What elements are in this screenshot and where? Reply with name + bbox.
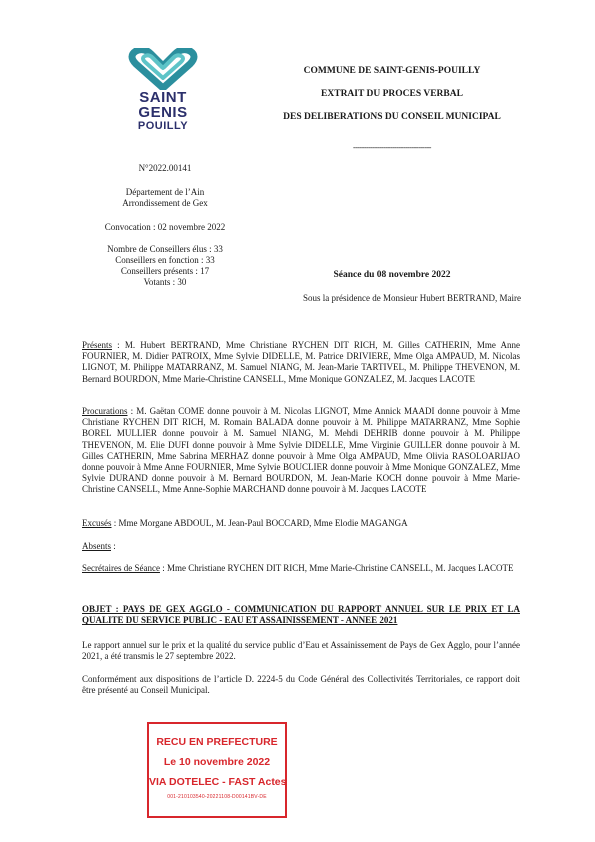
deliberation-number: N°2022.00141 [138,163,192,173]
header-separator: ------------------------------------ [353,143,431,152]
heart-logo-icon [118,48,208,90]
departement: Département de l’Ain [125,187,205,197]
prefecture-stamp [147,722,287,818]
votants: Votants : 30 [143,277,187,287]
conseillers-elus: Nombre de Conseillers élus : 33 [107,244,223,254]
conseillers-fonction: Conseillers en fonction : 33 [115,255,215,265]
presents-label: Présents [82,340,112,350]
body-paragraph-1: Le rapport annuel sur le prix et la qualité du service public d’Eau et Assainissement de Pays de Gex Agglo, pour l’année 2021, a été transmis le 27 septembre 2022. [82,640,520,662]
excuses-text: : Mme Morgane ABDOUL, M. Jean-Paul BOCCARD, Mme Elodie MAGANGA [111,518,408,528]
absents-text: : [111,541,116,551]
logo-line-pouilly: POUILLY [137,120,189,132]
procurations-text: : M. Gaëtan COME donne pouvoir à M. Nicolas LIGNOT, Mme Annick MAADI donne pouvoir à Mme Christiane RYCHEN DIT RICH, M. Romain BALADA donne pouvoir à M. Philippe MATARRANZ, Mme Sophie BOREL MULLIER donne pouvoir à M. Samuel NIANG, M. Mehdi DEHRIB donne pouvoir à M. Philippe THEVENON, M. Elie DUFI donne pouvoir à Mme Sylvie DIDELLE, Mme Virginie GUILLER donne pouvoir à M. Gilles CATHERIN, Mme Sabrina MERHAZ donne pouvoir à Mme Olga AMPAUD, Mme Olivia RASOLOARIJAO donne pouvoir à Mme Anne FOURNIER, Mme Sylvie BOUCLIER donne pouvoir à Mme Monique GONZALEZ, Mme Sylvie DURAND donne pouvoir à M. Bernard BOURDON, M. Jean-Marie KOCH donne pouvoir à Mme Marie-Christine CANSELL, Mme Anne-Sophie MARCHAND donne pouvoir à M. Jacques LACOTE [82,406,520,495]
header-commune: COMMUNE DE SAINT-GENIS-POUILLY [303,66,481,76]
seance-date: Séance du 08 novembre 2022 [333,270,451,280]
convocation: Convocation : 02 novembre 2022 [104,222,226,232]
stamp-line-via: VIA DOTELEC - FAST Actes [149,776,287,788]
absents-label: Absents [82,541,111,551]
absents-paragraph [82,541,520,552]
body-paragraph-2: Conformément aux dispositions de l’article D. 2224-5 du Code Général des Collectivités Territoriales, ce rapport doit être présenté au Conseil Municipal. [82,674,520,696]
header-deliberations: DES DELIBERATIONS DU CONSEIL MUNICIPAL [283,112,501,122]
seance-presidence: Sous la présidence de Monsieur Hubert BERTRAND, Maire [303,293,521,303]
procurations-label: Procurations [82,406,128,416]
secretaires-label: Secrétaires de Séance [82,563,160,573]
logo-line-genis: GENIS [138,104,188,121]
secretaires-paragraph [82,563,520,574]
header-extrait: EXTRAIT DU PROCES VERBAL [321,89,463,99]
stamp-line-recu: RECU EN PREFECTURE [156,736,278,748]
presents-paragraph [82,340,520,385]
stamp-line-reference: 001-210103540-20221108-D00141BV-DE [167,794,267,800]
presents-text: : M. Hubert BERTRAND, Mme Christiane RYCHEN DIT RICH, M. Gilles CATHERIN, Mme Anne FOURNIER, M. Didier PATROIX, Mme Sylvie DIDELLE, M. Patrice DRIVIERE, Mme Olga AMPAUD, M. Nicolas LIGNOT, M. Philippe MATARRANZ, M. Samuel NIANG, M. Jean-Marie TARTIVEL, M. Philippe THEVENON, M. Bernard BOURDON, Mme Marie-Christine CANSELL, Mme Monique GONZALEZ, M. Jacques LACOTE [82,340,520,384]
logo-line-saint: SAINT [139,89,187,106]
objet-title: OBJET : PAYS DE GEX AGGLO - COMMUNICATION DU RAPPORT ANNUEL SUR LE PRIX ET LA QUALITE DU SERVICE PUBLIC - EAU ET ASSAINISSEMENT - ANNEE 2021 [82,604,520,626]
stamp-line-date: Le 10 novembre 2022 [163,756,271,768]
arrondissement: Arrondissement de Gex [122,198,208,208]
logo-wordmark [118,90,208,132]
conseillers-presents: Conseillers présents : 17 [120,266,210,276]
procurations-paragraph [82,406,520,496]
secretaires-text: : Mme Christiane RYCHEN DIT RICH, Mme Marie-Christine CANSELL, M. Jacques LACOTE [159,563,514,573]
excuses-label: Excusés [82,518,112,528]
excuses-paragraph [82,518,520,529]
commune-logo [118,48,208,143]
